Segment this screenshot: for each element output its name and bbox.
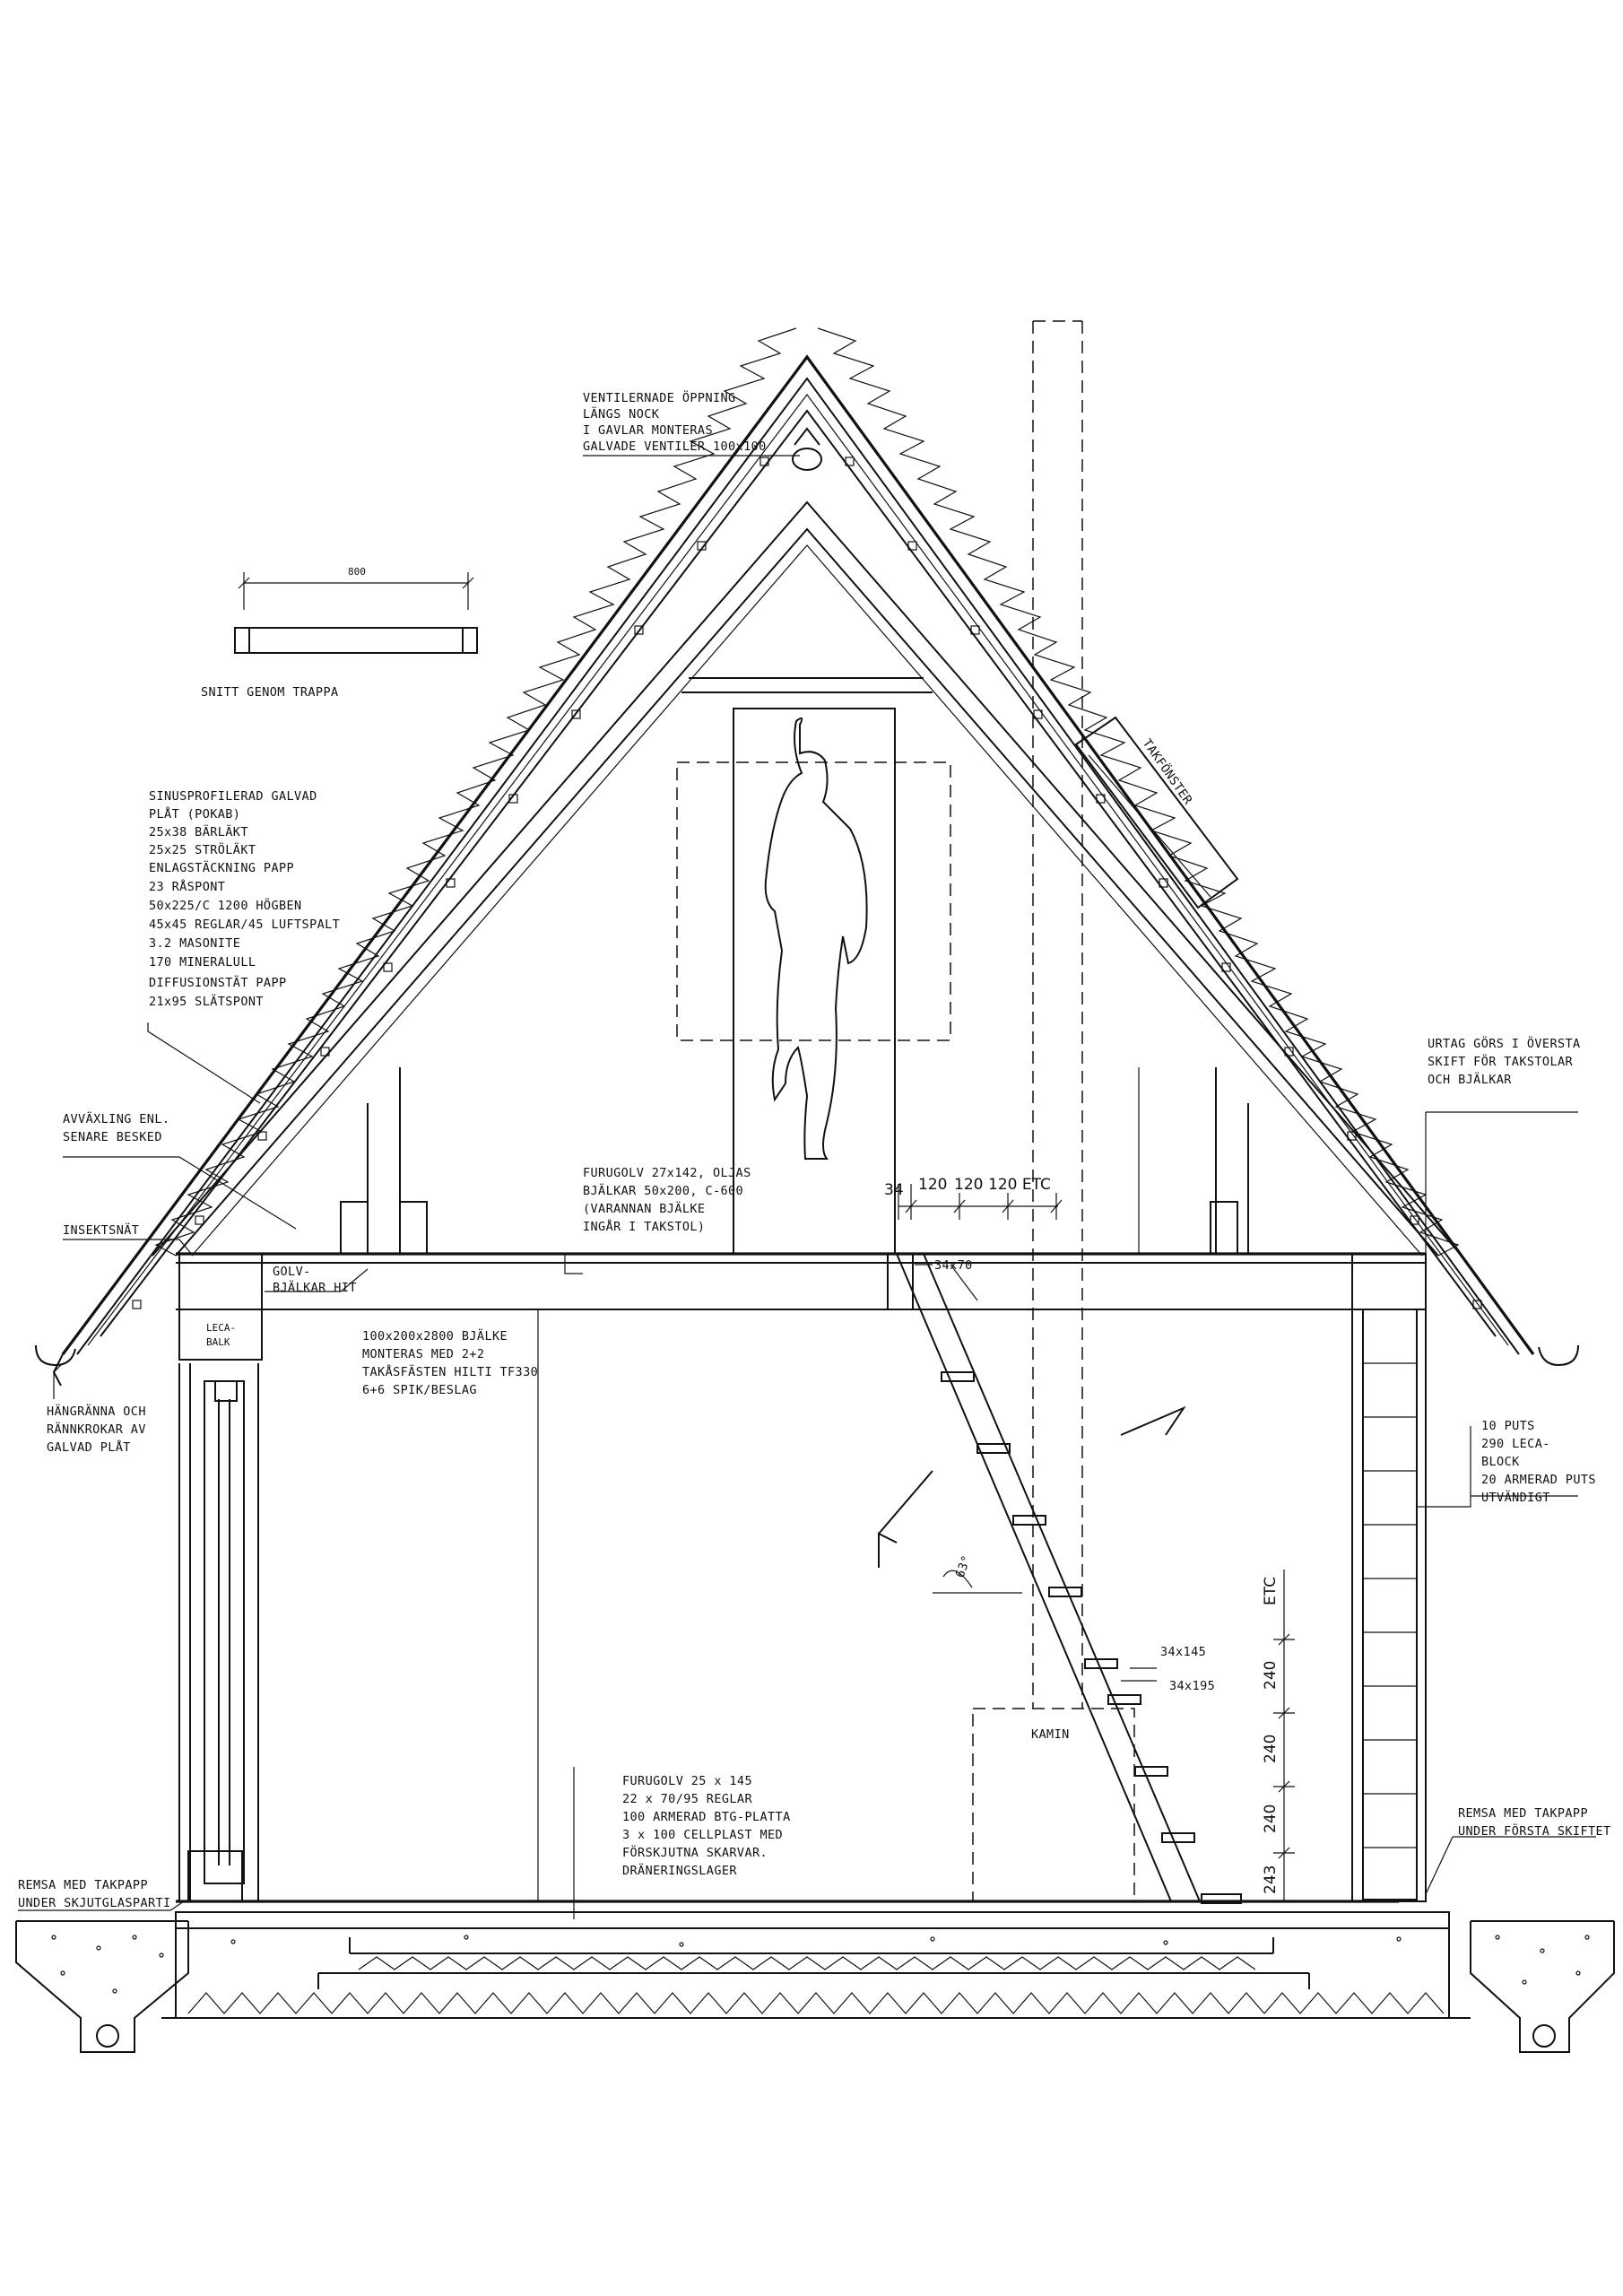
- roof-layer-1: SINUSPROFILERAD GALVAD: [149, 789, 317, 804]
- changeover-line-1: AVVÄXLING ENL.: [63, 1112, 170, 1126]
- eave-left: [36, 1345, 75, 1386]
- roof-layer-11: DIFFUSIONSTÄT PAPP: [149, 976, 287, 990]
- loft-floor-line-4: INGÅR I TAKSTOL): [583, 1220, 706, 1234]
- annotation-ground-floor: [622, 1774, 791, 1878]
- right-wall: [1352, 1254, 1426, 1901]
- insect-net-label: INSEKTSNÄT: [63, 1223, 140, 1238]
- roof-layer-3: 25x38 BÄRLÄKT: [149, 825, 248, 839]
- ground-floor-line-5: FÖRSKJUTNA SKARVAR.: [622, 1846, 768, 1860]
- loft-floor-line-3: (VARANNAN BJÄLKE: [583, 1202, 706, 1216]
- wall-layer-4: 20 ARMERAD PUTS: [1481, 1473, 1596, 1487]
- wall-layer-2: 290 LECA-: [1481, 1437, 1550, 1451]
- strip-right-line-1: REMSA MED TAKPAPP: [1458, 1806, 1588, 1821]
- joist-dim-3: 120 ETC: [988, 1176, 1051, 1194]
- ground-floor-line-1: FURUGOLV 25 x 145: [622, 1774, 752, 1788]
- tread-2-label: 34x195: [1169, 1679, 1216, 1693]
- ground-floor-line-3: 100 ARMERAD BTG-PLATTA: [622, 1810, 791, 1824]
- roof: [36, 328, 1578, 1386]
- roof-layer-9: 3.2 MASONITE: [149, 936, 241, 951]
- stair-plan: [201, 566, 477, 700]
- wall-layer-3: BLOCK: [1481, 1455, 1520, 1469]
- roof-layer-8: 45x45 REGLAR/45 LUFTSPALT: [149, 918, 341, 932]
- changeover-line-2: SENARE BESKED: [63, 1130, 162, 1144]
- gutter-line-1: HÄNGRÄNNA OCH: [47, 1405, 146, 1419]
- eave-right: [1539, 1345, 1578, 1365]
- leca-line-1: LECA-: [206, 1322, 237, 1334]
- ground-floor-line-2: 22 x 70/95 REGLAR: [622, 1792, 752, 1806]
- rise-dim-etc: ETC: [1262, 1577, 1280, 1605]
- loft-floor-line-1: FURUGOLV 27x142, OLJAS: [583, 1166, 751, 1180]
- vent-line-1: VENTILERNADE ÖPPNING: [583, 391, 736, 405]
- annotation-notch: [1428, 1035, 1581, 1087]
- strip-left-line-1: REMSA MED TAKPAPP: [18, 1878, 148, 1892]
- beam-line-4: 6+6 SPIK/BESLAG: [362, 1383, 477, 1397]
- rise-dim-1: 240: [1262, 1660, 1280, 1690]
- joist-dim-0: 34: [884, 1181, 904, 1199]
- foundation: [16, 1912, 1614, 2052]
- roof-layer-12: 21x95 SLÄTSPONT: [149, 995, 264, 1009]
- post-dim-label: 34x70: [934, 1258, 973, 1273]
- loft-floor: [176, 678, 1426, 1901]
- gutter-line-2: RÄNNKROKAR AV: [47, 1422, 146, 1437]
- person-figure: [766, 718, 867, 1159]
- stove: [973, 1709, 1134, 1901]
- insulation-right: [818, 328, 1458, 1256]
- stair-section-label: SNITT GENOM TRAPPA: [201, 685, 339, 700]
- tread-1-label: 34x145: [1160, 1645, 1207, 1659]
- notch-line-1: URTAG GÖRS I ÖVERSTA: [1428, 1037, 1581, 1051]
- vent-line-2: LÄNGS NOCK: [583, 407, 660, 422]
- notch-line-3: OCH BJÄLKAR: [1428, 1073, 1512, 1087]
- roof-layer-2: PLÅT (POKAB): [149, 807, 241, 822]
- roof-layer-6: 23 RÅSPONT: [149, 880, 226, 894]
- annotation-strip-left: [18, 1878, 171, 1910]
- annotation-beam-spec: [362, 1327, 538, 1397]
- wall-layer-5: UTVÄNDIGT: [1481, 1491, 1550, 1505]
- joist-dim-1: 120: [918, 1176, 948, 1194]
- beam-line-1: 100x200x2800 BJÄLKE: [362, 1329, 508, 1344]
- beam-line-3: TAKÅSFÄSTEN HILTI TF330: [362, 1365, 539, 1379]
- notch-line-2: SKIFT FÖR TAKSTOLAR: [1428, 1055, 1574, 1069]
- roof-layer-7: 50x225/C 1200 HÖGBEN: [149, 899, 302, 913]
- vent-line-3: I GAVLAR MONTERAS: [583, 423, 713, 438]
- roof-layer-5: ENLAGSTÄCKNING PAPP: [149, 861, 295, 875]
- annotation-strip-right: [1458, 1806, 1611, 1839]
- loft-floor-line-2: BJÄLKAR 50x200, C-600: [583, 1184, 744, 1198]
- roof-layer-10: 170 MINERALULL: [149, 955, 256, 970]
- rise-dimensions: [1262, 1570, 1295, 1901]
- leca-line-2: BALK: [206, 1336, 230, 1348]
- skylight-label: TAKFÖNSTER: [1139, 736, 1195, 808]
- strip-left-line-2: UNDER SKJUTGLASPARTI: [18, 1896, 171, 1910]
- annotation-gutter: [47, 1403, 146, 1455]
- cellplast-hatch: [188, 1993, 1444, 2013]
- annotation-loft-floor: [583, 1166, 751, 1234]
- annotation-floor-beams: [273, 1265, 357, 1295]
- stair-width-dim: 800: [348, 566, 366, 578]
- ridge-vent: [793, 429, 821, 470]
- annotation-changeover: [63, 1110, 169, 1144]
- angle-label: 63°: [952, 1552, 975, 1580]
- joist-dimensions: [884, 1176, 1062, 1220]
- rise-dim-2: 240: [1262, 1734, 1280, 1763]
- strip-right-line-2: UNDER FÖRSTA SKIFTET: [1458, 1824, 1611, 1839]
- left-wall: [179, 1254, 262, 1901]
- stove-label: KAMIN: [1031, 1727, 1070, 1742]
- annotation-leca-beam: [206, 1322, 236, 1348]
- floor-beams-line-2: BJÄLKAR HIT: [273, 1281, 357, 1295]
- chimney: [1033, 321, 1082, 1709]
- stair: [879, 1254, 1241, 1903]
- annotation-roof-layers: [149, 789, 340, 1009]
- gutter-line-3: GALVAD PLÅT: [47, 1440, 131, 1455]
- ground-floor-line-6: DRÄNERINGSLAGER: [622, 1864, 737, 1878]
- vent-line-4: GALVADE VENTILER 100x100: [583, 439, 767, 454]
- annotation-wall-layers: [1481, 1419, 1596, 1505]
- beam-line-2: MONTERAS MED 2+2: [362, 1347, 485, 1361]
- leader-lines: [18, 456, 1596, 1919]
- joist-dim-2: 120: [954, 1176, 984, 1194]
- rise-dim-3: 240: [1262, 1804, 1280, 1833]
- floor-beams-line-1: GOLV-: [273, 1265, 311, 1279]
- ground-floor-line-4: 3 x 100 CELLPLAST MED: [622, 1828, 784, 1842]
- wall-layer-1: 10 PUTS: [1481, 1419, 1535, 1433]
- roof-layer-4: 25x25 STRÖLÄKT: [149, 843, 256, 857]
- rise-dim-4: 243: [1262, 1865, 1280, 1894]
